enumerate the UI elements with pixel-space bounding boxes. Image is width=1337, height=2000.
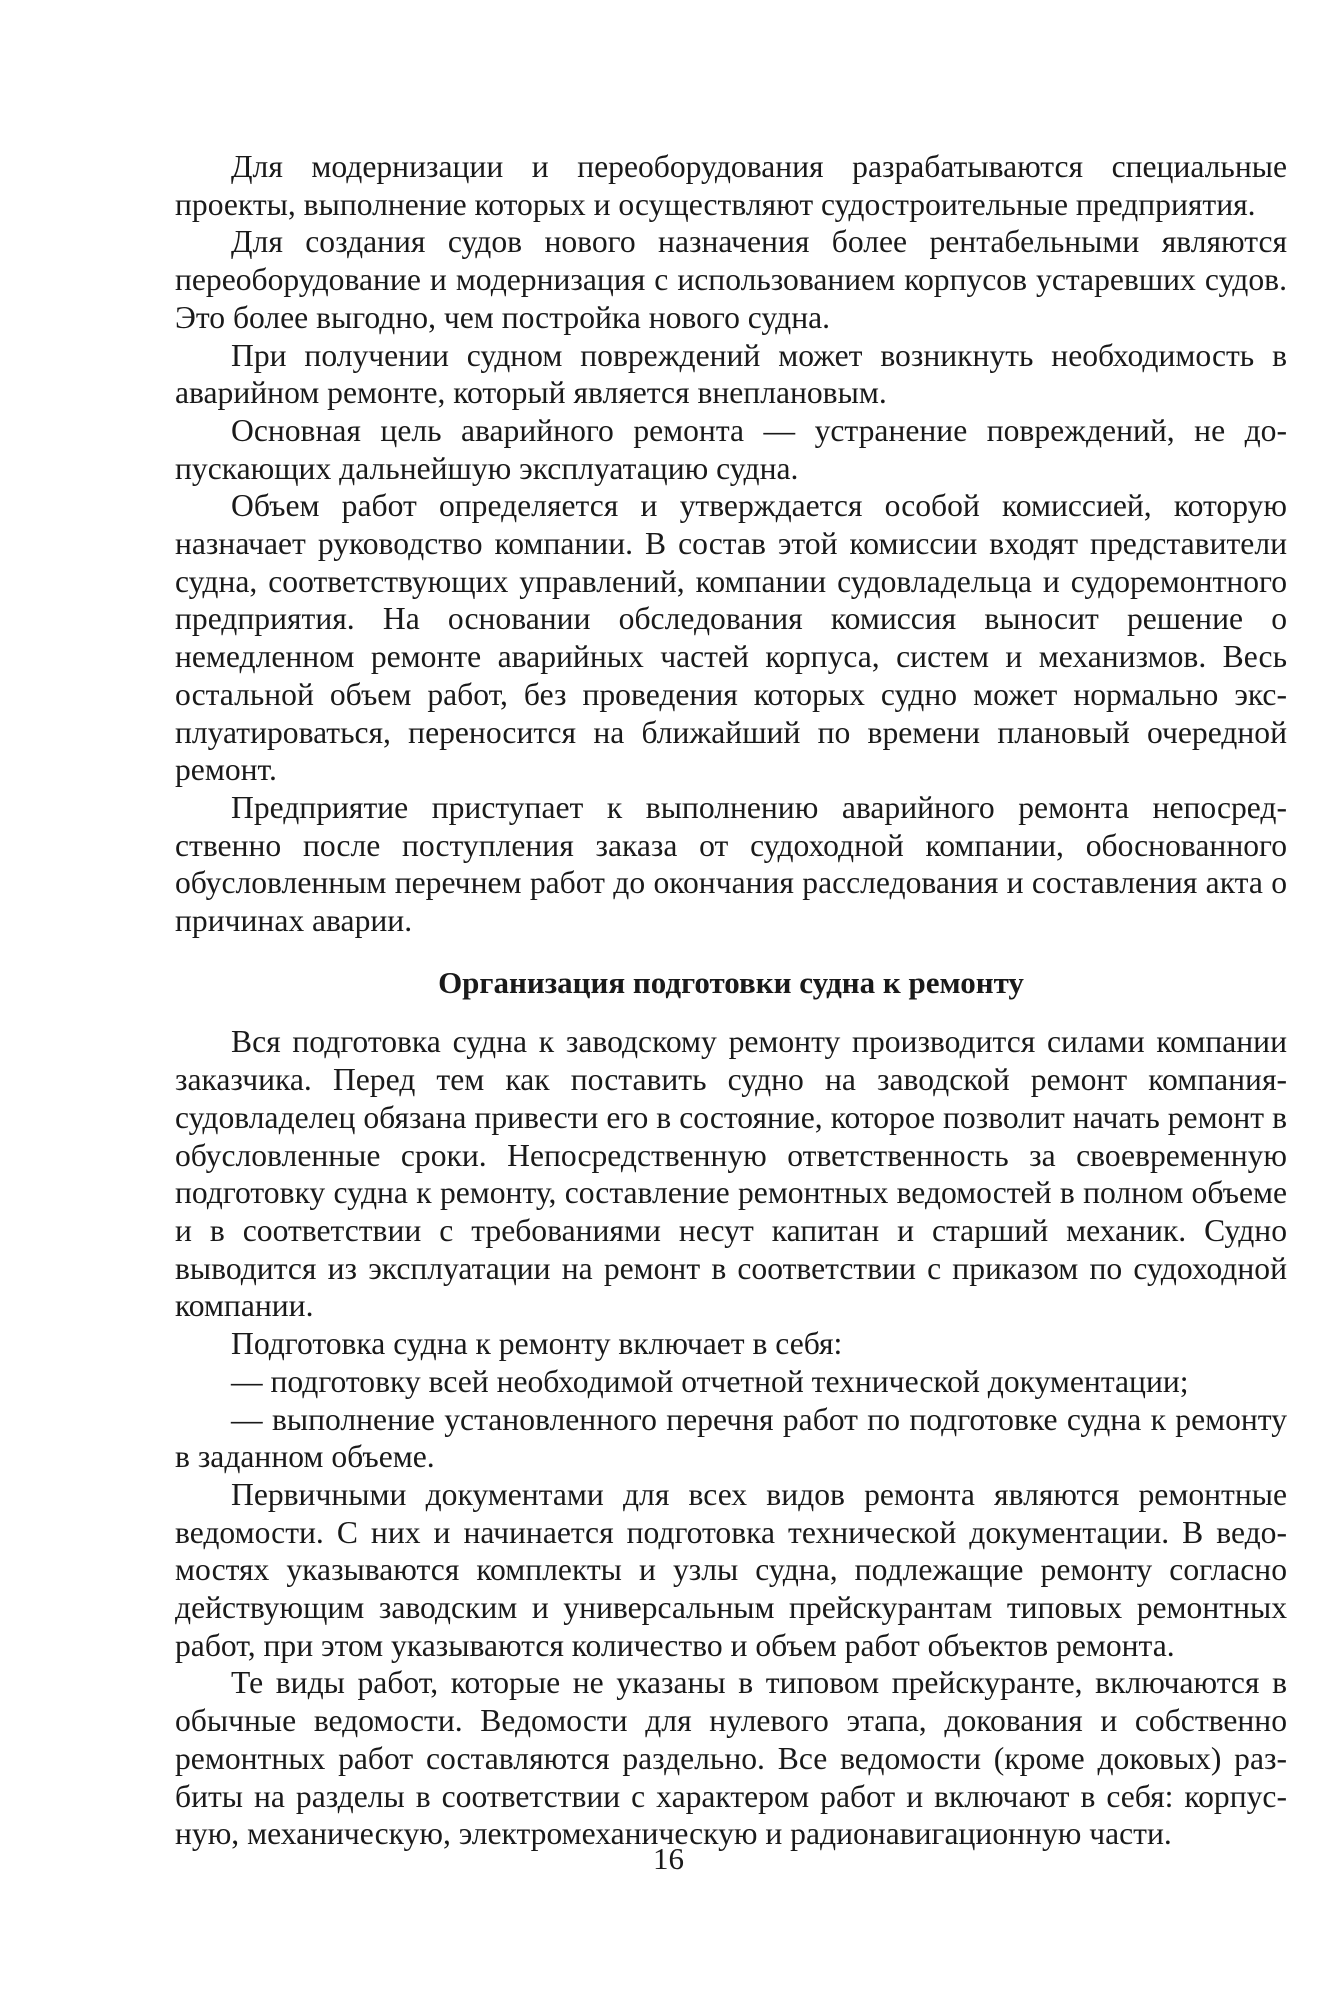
paragraph: Для модернизации и переоборудования разрабатываются специальные проекты, выполнение которых и осуществляют судостроительные предприятия. [175, 149, 1287, 222]
list-item: — подготовку всей необходимой отчетной технической документации; [231, 1363, 1189, 1399]
section-heading: Организация подготовки судна к ремонту [438, 964, 1024, 1000]
paragraph: При получении судном повреждений может возникнуть необходимость в аварийном ремонте, который является внеплановым. [175, 337, 1287, 411]
list-item: — выполнение установленного перечня работ по подготовке судна к ремонту в заданном объеме. [175, 1401, 1287, 1475]
paragraph: Предприятие приступает к выполнению аварийного ремонта непосредственно после поступления заказа от судоходной компании, обоснованного обусловленным перечнем работ до окончания расследования и составления акта о причинах аварии. [175, 789, 1287, 939]
paragraph: Объем работ определяется и утверждается особой комиссией, которую назначает руководство компании. В состав этой комиссии входят представители судна, соответствующих управлений, компании судовладельца и судоремонтного предприятия. На основании обследования комиссия выносит решение о немедленном ремонте аварийных частей корпуса, систем и механизмов. Весь остальной объем работ, без проведения которых судно может нормально эксплуатироваться, переносится на ближайший по времени плановый очередной ремонт. [175, 488, 1287, 788]
paragraph: Первичными документами для всех видов ремонта являются ремонтные ведомости. С них и начинается подготовка технической документации. В ведомостях указываются комплекты и узлы судна, подлежащие ремонту согласно действующим заводским и универсальным прейскурантам типовых ремонтных работ, при этом указываются количество и объем работ объектов ремонта. [175, 1476, 1287, 1663]
paragraph: Те виды работ, которые не указаны в типовом прейскуранте, включаются в обычные ведомости. Ведомости для нулевого этапа, докования и собственно ремонтных работ составляются раздельно. Все ведомости (кроме доковых) разбиты на разделы в соответствии с характером работ и включают в себя: корпусную, механическую, электромеханическую и радионавигационную части. [175, 1665, 1287, 1852]
paragraph: Для создания судов нового назначения более рентабельными являются переоборудование и модернизация с использованием корпусов устаревших судов. Это более выгодно, чем постройка нового судна. [175, 224, 1287, 335]
page-number: 16 [653, 1841, 684, 1876]
paragraph: Основная цель аварийного ремонта — устранение повреждений, не допускающих дальнейшую эксплуатацию судна. [175, 412, 1287, 486]
document-page [175, 148, 1287, 1853]
paragraph: Вся подготовка судна к заводскому ремонту производится силами компании заказчика. Перед тем как поставить судно на заводской ремонт компания-судовладелец обязана привести его в состояние, которое позволит начать ремонт в обусловленные сроки. Непосредственную ответственность за своевременную подготовку судна к ремонту, составление ремонтных ведомостей в полном объеме и в соответствии с требованиями несут капитан и старший механик. Судно выводится из эксплуатации на ремонт в соответствии с приказом по судоходной компании. [175, 1024, 1287, 1324]
paragraph: Подготовка судна к ремонту включает в себя: [231, 1326, 843, 1362]
